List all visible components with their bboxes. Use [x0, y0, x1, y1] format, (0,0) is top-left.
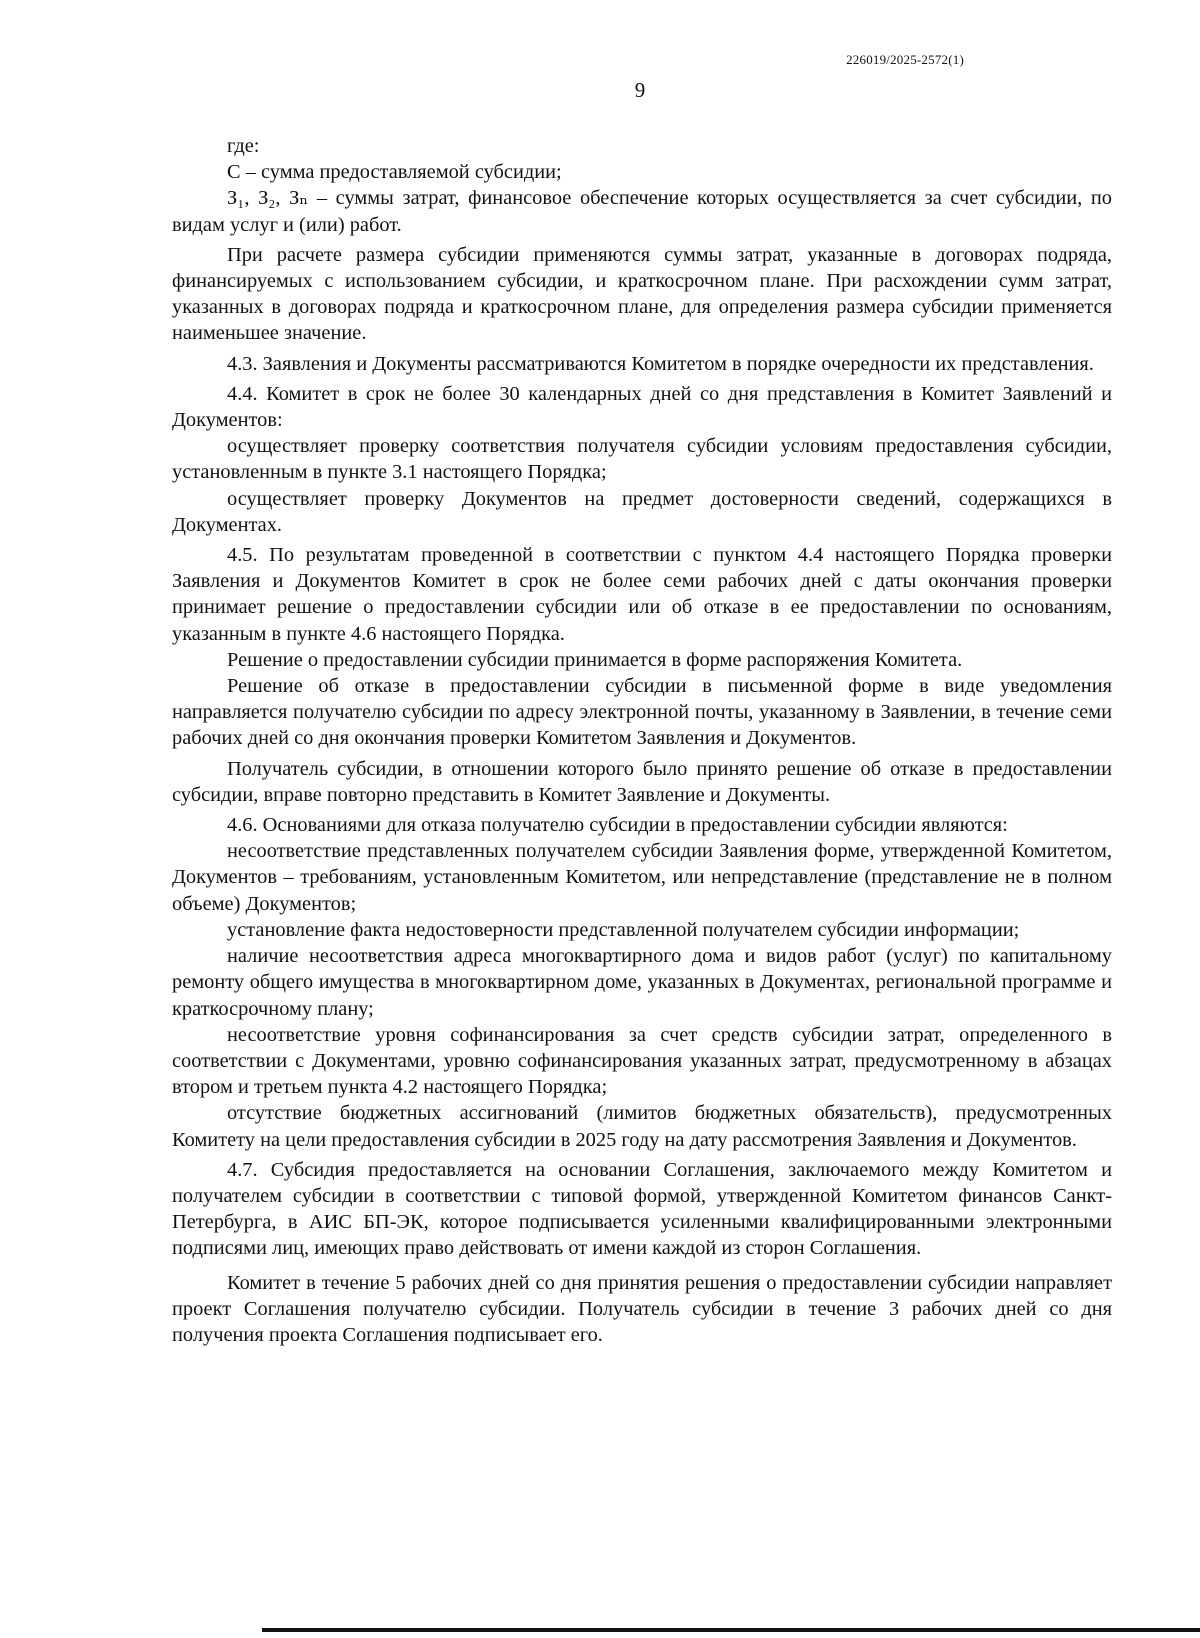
document-body — [172, 133, 1112, 1348]
paragraph-4-6-unreliable-info: установление факта недостоверности представленной получателем субсидии информации; — [227, 918, 1020, 941]
paragraph-4-4-check-documents: осуществляет проверку Документов на предмет достоверности сведений, содержащихся в Документах. — [172, 487, 1112, 536]
paragraph-4-6-no-budget: отсутствие бюджетных ассигнований (лимитов бюджетных обязательств), предусмотренных Комитету на цели предоставления субсидии в 2025 году на дату рассмотрения Заявления и Документов. — [172, 1102, 1112, 1151]
paragraph-resubmission: Получатель субсидии, в отношении которого было принято решение об отказе в предоставлении субсидии, вправе повторно представить в Комитет Заявление и Документы. — [172, 757, 1112, 806]
page-number: 9 — [634, 78, 646, 102]
document-number: 226019/2025-2572(1) — [846, 52, 964, 67]
paragraph-4-6-address-mismatch: наличие несоответствия адреса многоквартирного дома и видов работ (услуг) по капитальному ремонту общего имущества в многоквартирном доме, указанных в Документах, региональной программе и краткосрочному плану; — [172, 945, 1112, 1020]
paragraph-where: где: — [227, 135, 260, 157]
paragraph-4-4: 4.4. Комитет в срок не более 30 календарных дней со дня представления в Комитет Заявлений и Документов: — [172, 382, 1112, 432]
paragraph-4-3: 4.3. Заявления и Документы рассматриваются Комитетом в порядке очередности их представления. — [227, 352, 1094, 375]
paragraph-4-6: 4.6. Основаниями для отказа получателю субсидии в предоставлении субсидии являются: — [227, 814, 1008, 837]
paragraph-4-6-nonconformity: несоответствие представленных получателем субсидии Заявления форме, утвержденной Комитетом, Документов – требованиям, установленным Комитетом, или непредставление (представление не в полном объеме) Документов; — [172, 840, 1112, 915]
paragraph-agreement-timing: Комитет в течение 5 рабочих дней со дня принятия решения о предоставлении субсидии направляет проект Соглашения получателю субсидии. Получатель субсидии в течение 3 рабочих дней со дня получения проекта Соглашения подписывает его. — [172, 1271, 1112, 1346]
paragraph-4-5: 4.5. По результатам проведенной в соответствии с пунктом 4.4 настоящего Порядка проверки Заявления и Документов Комитет в срок не более семи рабочих дней с даты окончания проверки принимает решение о предоставлении субсидии или об отказе в ее предоставлении по основаниям, указанным в пункте 4.6 настоящего Порядка. — [172, 544, 1112, 645]
paragraph-4-6-cofinancing: несоответствие уровня софинансирования за счет средств субсидии затрат, определенного в соответствии с Документами, уровню софинансирования указанных затрат, предусмотренному в абзацах втором и третьем пункта 4.2 настоящего Порядка; — [172, 1023, 1112, 1099]
paragraph-4-7: 4.7. Субсидия предоставляется на основании Соглашения, заключаемого между Комитетом и получателем субсидии в соответствии с типовой формой, утвержденной Комитетом финансов Санкт-Петербурга, в АИС БП-ЭК, которое подписывается усиленными квалифицированными электронными подписями лиц, имеющих право действовать от имени каждой из сторон Соглашения. — [172, 1158, 1112, 1260]
paragraph-c-definition: С – сумма предоставляемой субсидии; — [227, 161, 562, 184]
paragraph-4-4-check-conditions: осуществляет проверку соответствия получателя субсидии условиям предоставления субсидии, установленным в пункте 3.1 настоящего Порядка; — [172, 435, 1112, 484]
paragraph-decision-form: Решение о предоставлении субсидии принимается в форме распоряжения Комитета. — [227, 648, 963, 671]
paragraph-cost-calculation: При расчете размера субсидии применяются суммы затрат, указанные в договорах подряда, финансируемых с использованием субсидии, и краткосрочном плане. При расхождении сумм затрат, указанных в договорах подряда и краткосрочном плане, для определения размера субсидии применяется наименьшее значение. — [172, 243, 1112, 345]
paragraph-z-definition: З₁, З₂, Зₙ – суммы затрат, финансовое обеспечение которых осуществляется за счет субсидии, по видам услуг и (или) работ. — [172, 187, 1112, 236]
bottom-rule — [262, 1628, 1200, 1632]
paragraph-refusal-notice: Решение об отказе в предоставлении субсидии в письменной форме в виде уведомления направляется получателю субсидии по адресу электронной почты, указанному в Заявлении, в течение семи рабочих дней со дня окончания проверки Комитетом Заявления и Документов. — [172, 675, 1112, 750]
